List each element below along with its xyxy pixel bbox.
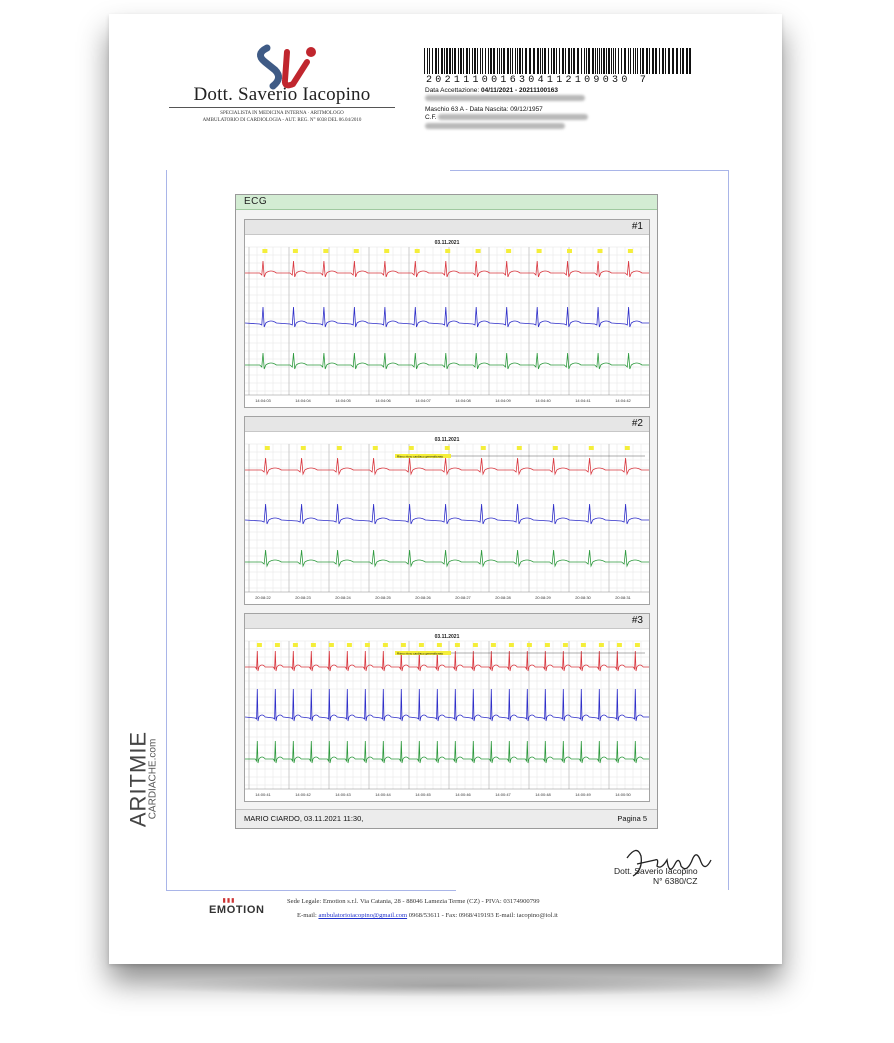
barcode-bar xyxy=(529,48,531,74)
barcode-bar xyxy=(665,48,666,74)
barcode-bar xyxy=(565,48,566,74)
time-tick-label: 14:00:43 xyxy=(335,792,351,797)
time-tick-label: 14:04:04 xyxy=(295,398,311,403)
barcode-bar xyxy=(630,48,631,74)
beat-marker xyxy=(337,446,342,450)
barcode-bar xyxy=(444,48,445,74)
ecg-strip-2 xyxy=(244,416,650,605)
beat-marker xyxy=(419,643,424,647)
frame-left-line xyxy=(166,170,167,890)
barcode-bar xyxy=(477,48,478,74)
barcode-bar xyxy=(621,48,622,74)
aritmie-side-logo xyxy=(119,714,165,844)
barcode-bar xyxy=(682,48,684,74)
signature-number: N° 6380/CZ xyxy=(653,876,698,886)
barcode-bar xyxy=(613,48,614,74)
cf-label: C.F. xyxy=(425,114,437,121)
barcode-bar xyxy=(559,48,560,74)
beat-marker xyxy=(527,643,532,647)
time-tick-label: 14:04:09 xyxy=(495,398,511,403)
barcode-bar xyxy=(595,48,596,74)
time-tick-label: 14:00:48 xyxy=(535,792,551,797)
barcode-bar xyxy=(460,48,462,74)
time-tick-label: 14:00:46 xyxy=(455,792,471,797)
barcode-bar xyxy=(628,48,629,74)
frame-right-line xyxy=(728,170,729,890)
side-brand-domain: CARDIACHE.com xyxy=(147,738,159,820)
ecg-panel xyxy=(235,194,658,829)
time-tick-label: 20:08:23 xyxy=(295,595,311,600)
barcode-bar xyxy=(672,48,674,74)
beat-marker xyxy=(491,643,496,647)
address-line-2 xyxy=(297,912,558,919)
time-tick-label: 14:04:41 xyxy=(575,398,591,403)
beat-marker xyxy=(383,643,388,647)
beat-marker xyxy=(329,643,334,647)
time-tick-label: 20:08:29 xyxy=(535,595,551,600)
barcode-bar xyxy=(551,48,552,74)
barcode-bar xyxy=(562,48,564,74)
barcode-bar xyxy=(640,48,641,74)
redacted-line2 xyxy=(425,123,565,129)
signature-name: Dott. Saverio Iacopino xyxy=(614,866,698,876)
barcode-bar xyxy=(525,48,527,74)
barcode-bar xyxy=(537,48,539,74)
barcode-bar xyxy=(485,48,486,74)
barcode-bar xyxy=(649,48,650,74)
barcode-bar xyxy=(581,48,582,74)
barcode-bar xyxy=(507,48,509,74)
barcode-bar xyxy=(601,48,602,74)
beat-marker xyxy=(563,643,568,647)
barcode-bar xyxy=(603,48,605,74)
barcode-bar xyxy=(668,48,670,74)
time-tick-label: 14:04:07 xyxy=(415,398,431,403)
barcode-number: 2021110016304112109030 7 xyxy=(426,75,650,86)
ecg-footer-page: Pagina 5 xyxy=(617,814,647,823)
ecg-header: ECG xyxy=(236,195,657,210)
barcode-bar xyxy=(429,48,430,74)
barcode-bar xyxy=(441,48,443,74)
strip-date: 03.11.2021 xyxy=(434,240,460,246)
barcode-bar xyxy=(615,48,616,74)
beat-marker xyxy=(415,249,420,253)
barcode-bar xyxy=(472,48,473,74)
strip-label: #1 xyxy=(245,220,649,235)
barcode-bar xyxy=(652,48,654,74)
time-tick-label: 14:04:05 xyxy=(335,398,351,403)
time-tick-label: 14:00:49 xyxy=(575,792,591,797)
barcode-bar xyxy=(533,48,535,74)
time-tick-label: 20:08:27 xyxy=(455,595,471,600)
time-tick-label: 14:00:50 xyxy=(615,792,631,797)
beat-marker xyxy=(401,643,406,647)
barcode-bar xyxy=(571,48,572,74)
ecg-footer-patient: MARIO CIARDO, 03.11.2021 11:30, xyxy=(244,814,364,823)
barcode-bar xyxy=(452,48,453,74)
barcode-bar xyxy=(488,48,489,74)
barcode-bar xyxy=(474,48,476,74)
address-line-1: Sede Legale: Emotion s.r.l. Via Catania, 28 - 88046 Lamezia Terme (CZ) - PIVA: 03174900799 xyxy=(287,898,540,905)
time-tick-label: 14:04:08 xyxy=(455,398,471,403)
time-tick-label: 14:00:47 xyxy=(495,792,511,797)
barcode-bar xyxy=(480,48,481,74)
barcode-bar xyxy=(501,48,502,74)
barcode-bar xyxy=(597,48,598,74)
barcode-bar xyxy=(469,48,470,74)
ecg-strip-3 xyxy=(244,613,650,802)
barcode-bar xyxy=(606,48,607,74)
beat-marker xyxy=(617,643,622,647)
barcode-bar xyxy=(586,48,587,74)
barcode-bar xyxy=(599,48,600,74)
beat-marker xyxy=(365,643,370,647)
beat-marker xyxy=(384,249,389,253)
barcode-bar xyxy=(424,48,425,74)
time-tick-label: 20:08:31 xyxy=(615,595,631,600)
beat-marker xyxy=(553,446,558,450)
beat-marker xyxy=(537,249,542,253)
beat-marker xyxy=(445,446,450,450)
beat-marker xyxy=(262,249,267,253)
barcode-bar xyxy=(686,48,688,74)
barcode-bar xyxy=(493,48,495,74)
time-tick-label: 20:08:22 xyxy=(255,595,271,600)
beat-marker xyxy=(567,249,572,253)
beat-marker xyxy=(257,643,262,647)
barcode-bar xyxy=(568,48,570,74)
beat-marker xyxy=(347,643,352,647)
beat-marker xyxy=(476,249,481,253)
address-email-label: E-mail: xyxy=(297,912,317,919)
barcode-bar xyxy=(517,48,518,74)
barcode-bar xyxy=(446,48,448,74)
doctor-name: Dott. Saverio Iacopino xyxy=(169,84,395,108)
beat-marker xyxy=(275,643,280,647)
barcode-bar xyxy=(499,48,500,74)
barcode-bar xyxy=(633,48,634,74)
time-tick-label: 14:04:06 xyxy=(375,398,391,403)
ecg-strip-3-svg xyxy=(245,629,649,801)
beat-marker xyxy=(473,643,478,647)
strip-label: #2 xyxy=(245,417,649,432)
beat-marker xyxy=(354,249,359,253)
beat-marker xyxy=(628,249,633,253)
strip-label: #3 xyxy=(245,614,649,629)
barcode-bar xyxy=(519,48,521,74)
time-tick-label: 14:04:42 xyxy=(615,398,631,403)
barcode-bar xyxy=(463,48,464,74)
beat-marker xyxy=(301,446,306,450)
strip-date: 03.11.2021 xyxy=(434,437,460,443)
barcode-bar xyxy=(435,48,437,74)
barcode-bar xyxy=(432,48,433,74)
barcode-bar xyxy=(659,48,660,74)
strip-annotation: Ritmo ritmo cardiaco generalizzato xyxy=(397,651,444,656)
beat-marker xyxy=(581,643,586,647)
barcode-bar xyxy=(624,48,626,74)
beat-marker xyxy=(437,643,442,647)
frame-bottom-line xyxy=(166,890,456,891)
patient-meta xyxy=(425,85,588,131)
beat-marker xyxy=(481,446,486,450)
time-tick-label: 20:08:30 xyxy=(575,595,591,600)
emotion-brand: EMOTION xyxy=(209,904,265,916)
frame-top-line xyxy=(450,170,729,171)
report-page xyxy=(109,14,782,964)
beat-marker xyxy=(635,643,640,647)
barcode-bar xyxy=(544,48,546,74)
beat-marker xyxy=(293,643,298,647)
barcode-bar xyxy=(522,48,523,74)
ecg-strip-1 xyxy=(244,219,650,408)
beat-marker xyxy=(509,643,514,647)
beat-marker xyxy=(293,249,298,253)
time-tick-label: 14:00:45 xyxy=(415,792,431,797)
time-tick-label: 14:04:40 xyxy=(535,398,551,403)
time-tick-label: 20:08:25 xyxy=(375,595,391,600)
strip-annotation: Ritmo ritmo cardiaco generalizzato xyxy=(397,454,444,459)
doctor-subtitle-line1: SPECIALISTA IN MEDICINA INTERNA · ARITMOLOGO xyxy=(220,111,344,116)
barcode-bar xyxy=(515,48,516,74)
beat-marker xyxy=(373,446,378,450)
beat-marker xyxy=(409,446,414,450)
barcode-bar xyxy=(542,48,543,74)
barcode-bar xyxy=(577,48,579,74)
barcode-bar xyxy=(427,48,428,74)
redacted-line xyxy=(425,95,585,101)
acceptance-label: Data Accettazione: xyxy=(425,87,480,94)
beat-marker xyxy=(599,643,604,647)
time-tick-label: 14:00:44 xyxy=(375,792,391,797)
barcode-bar xyxy=(573,48,575,74)
barcode-bar xyxy=(642,48,644,74)
beat-marker xyxy=(506,249,511,253)
barcode-bar xyxy=(503,48,505,74)
beat-marker xyxy=(445,249,450,253)
time-tick-label: 20:08:28 xyxy=(495,595,511,600)
beat-marker xyxy=(598,249,603,253)
beat-marker xyxy=(311,643,316,647)
page-shadow xyxy=(140,975,760,997)
barcode-bar xyxy=(646,48,648,74)
barcode-bar xyxy=(497,48,498,74)
barcode-bar xyxy=(556,48,557,74)
barcode-bar xyxy=(458,48,459,74)
time-tick-label: 14:04:03 xyxy=(255,398,271,403)
emotion-logo xyxy=(209,897,265,916)
beat-marker xyxy=(589,446,594,450)
emotion-flag-icon: ▮▮▮ xyxy=(222,898,236,904)
barcode-bar xyxy=(584,48,585,74)
barcode-bar xyxy=(618,48,619,74)
barcode-bar xyxy=(680,48,681,74)
time-tick-label: 20:08:24 xyxy=(335,595,351,600)
barcode-bar xyxy=(449,48,451,74)
acceptance-value: 04/11/2021 - 20211100163 xyxy=(481,87,559,94)
side-brand-name: ARITMIE xyxy=(125,730,151,828)
beat-marker xyxy=(625,446,630,450)
barcode-bar xyxy=(655,48,657,74)
barcode-bar xyxy=(635,48,636,74)
barcode-bar xyxy=(553,48,555,74)
beat-marker xyxy=(265,446,270,450)
ecg-strip-1-svg xyxy=(245,235,649,407)
beat-marker xyxy=(455,643,460,647)
strip-date: 03.11.2021 xyxy=(434,634,460,640)
ecg-strip-2-svg xyxy=(245,432,649,604)
address-email-link[interactable]: ambulatorioiacopino@gmail.com xyxy=(318,912,408,919)
barcode-bar xyxy=(689,48,691,74)
barcode-bar xyxy=(466,48,468,74)
barcode-bar xyxy=(637,48,638,74)
barcode-bar xyxy=(588,48,590,74)
doctor-subtitle-line2: AMBULATORIO DI CARDIOLOGIA - AUT. REG. N° 6038 DEL 06.04/2010 xyxy=(202,118,362,123)
barcode-bar xyxy=(611,48,612,74)
address-contacts: 0968/53611 - Fax: 0968/419193 E-mail: iacopino@iol.it xyxy=(408,912,558,919)
beat-marker xyxy=(517,446,522,450)
barcode-bar xyxy=(592,48,594,74)
barcode-bar xyxy=(540,48,541,74)
barcode-bar xyxy=(676,48,678,74)
patient-line: Maschio 63 A - Data Nascita: 09/12/1957 xyxy=(425,106,543,113)
beat-marker xyxy=(323,249,328,253)
ecg-footer xyxy=(236,809,657,828)
barcode-bar xyxy=(454,48,456,74)
time-tick-label: 14:00:42 xyxy=(295,792,311,797)
barcode-bar xyxy=(608,48,610,74)
barcode-bar xyxy=(438,48,439,74)
time-tick-label: 14:00:41 xyxy=(255,792,271,797)
barcode-bar xyxy=(482,48,483,74)
barcode-bar xyxy=(510,48,511,74)
redacted-cf xyxy=(438,114,588,120)
barcode-bar xyxy=(548,48,549,74)
time-tick-label: 20:08:26 xyxy=(415,595,431,600)
beat-marker xyxy=(545,643,550,647)
doctor-subtitle xyxy=(169,110,395,124)
barcode-bar xyxy=(662,48,664,74)
barcode-bar xyxy=(490,48,492,74)
barcode-bar xyxy=(512,48,513,74)
